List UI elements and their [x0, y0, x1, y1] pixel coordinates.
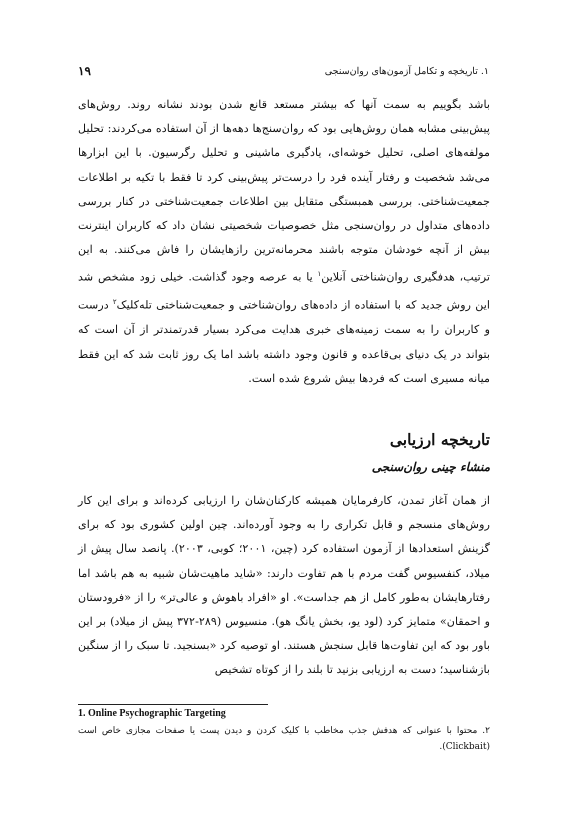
section-paragraph-block: [78, 489, 490, 683]
section-paragraph: از همان آغاز تمدن، کارفرمایان همیشه کارکنان‌شان را ارزیابی کرده‌اند و برای این کار روش‌های منسجم و قابل تکراری را به وجود آورده‌اند. چین اولین کشوری بود که برای گزینش استعدادها از آزمون استفاده کرد (چین، ۲۰۰۱؛ کوبی، ۲۰۰۳). پانصد سال پیش از میلاد، کنفسیوس گفت مردم با هم تفاوت دارند: «شاید ماهیت‌شان شبیه به هم باشد اما رفتارهایشان به‌طور کامل از هم جداست». او «افراد باهوش و عالی‌تر» را از «فرودستان و احمقان» متمایز کرد (لود یو، بخش یانگ هو). منسیوس (۲۸۹-۳۷۲ پیش از میلاد) بر این باور بود که این تفاوت‌ها قابل سنجش هستند. او توصیه کرد «بسنجید. تا سبک را از سنگین بازشناسید؛ دست به ارزیابی بزنید تا بلند را از کوتاه تشخیص: [78, 494, 491, 677]
footnote-2: ۲. محتوا با عنوانی که هدفش جذب مخاطب با کلیک کردن و دیدن پست یا صفحات مجازی خاص است (Clickbait).: [78, 726, 490, 752]
subsection-heading: منشاء چینی روان‌سنجی: [371, 460, 490, 474]
footnote-ref-2[interactable]: ۲: [112, 298, 117, 307]
intro-paragraph-block: [78, 93, 490, 391]
running-header: [78, 64, 489, 82]
footnote-divider: [78, 704, 268, 705]
running-header-title: ۱. تاریخچه و تکامل آزمون‌های روان‌سنجی: [324, 66, 489, 77]
section-heading: تاریخچه ارزیابی: [389, 430, 490, 449]
intro-text: باشد بگوییم به سمت آنها که بیشتر مستعد قانع شدن بودند نشانه روند. روش‌های پیش‌بینی مشابه همان روش‌هایی بود که روان‌سنج‌ها دهه‌ها از آن استفاده می‌کردند: تحلیل مولفه‌های اصلی، تحلیل خوشه‌ای، یادگیری ماشینی و تحلیل رگرسیون. با این ابزارها می‌شد شخصیت و رفتار آینده فرد را درست‌تر پیش‌بینی کرد تا فقط با تکیه بر اطلاعات جمعیت‌شناختی. بررسی همبستگی متقابل بین اطلاعات جمعیت‌شناختی در کنار بررسی داده‌های متداول در روان‌سنجی مثل خصوصیات شخصیتی نشان داد که کاربران اینترنت بیش از آنچه خودشان متوجه باشند محرمانه‌ترین رازهایشان را فاش می‌کنند. به این ترتیب، هدفگیری روان‌شناختی آنلاین: [78, 98, 490, 285]
footnote-ref-1[interactable]: ۱: [317, 270, 322, 279]
intro-text-after-fn2: درست و کاربران را به سمت زمینه‌های خبری هدایت می‌کرد بسیار قدرتمندتر از آن است که بتواند در یک دنیای بی‌قاعده و قانون وجود داشته باشد اما یک روز ثابت شد که این فقط میانه مسیری است که فردها بیش شروع شده است.: [78, 299, 490, 385]
page-number: ۱۹: [78, 64, 91, 78]
intro-text-after-fn1: یا به عرصه وجود گذاشت. خیلی زود مشخص شد این روش جدید که با استفاده از داده‌های روان‌شناختی و جمعیت‌شناختی تله‌کلیک: [78, 271, 490, 313]
footnote-1: 1. Online Psychographic Targeting: [78, 708, 226, 719]
intro-paragraph: [78, 93, 490, 391]
